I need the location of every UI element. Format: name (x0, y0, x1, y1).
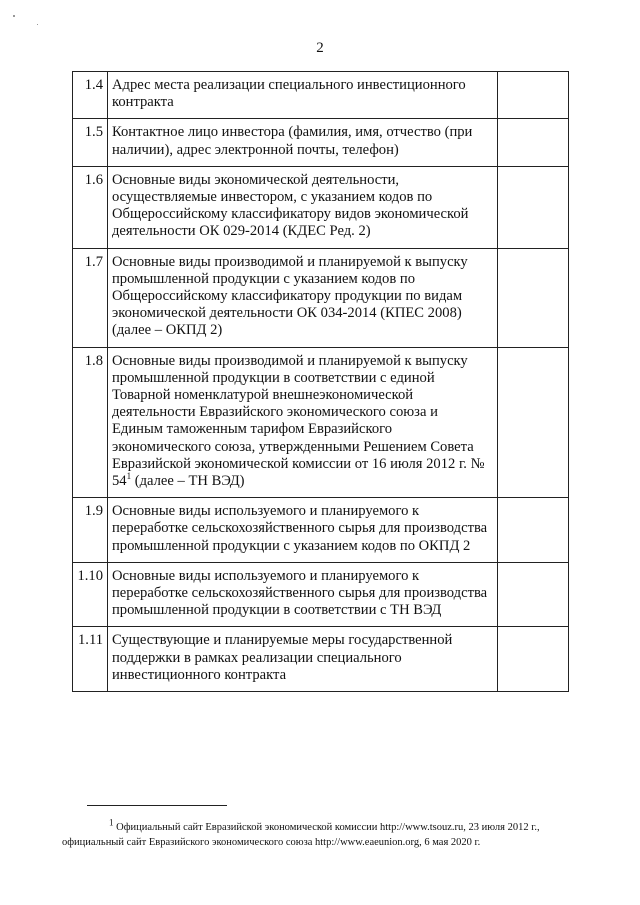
row-description-cell (108, 72, 498, 119)
row-description-cell (108, 562, 498, 627)
footnote-mark: 1 (109, 817, 114, 828)
row-number: 1.8 (73, 347, 108, 498)
row-value-cell (498, 562, 569, 627)
footnote (62, 817, 587, 850)
row-value-cell (498, 347, 569, 498)
table-row (73, 72, 569, 119)
row-value-cell (498, 119, 569, 166)
row-description-date: от 16 июля 2012 г. № 54 (112, 455, 485, 490)
table-row (73, 166, 569, 248)
row-number: 1.9 (73, 498, 108, 563)
footnote-separator (87, 805, 227, 806)
row-description-abbrev: (далее – ТН ВЭД) (131, 473, 245, 490)
row-description-cell (108, 119, 498, 166)
footnote-line-2: официальный сайт Евразийского экономического союза http://www.eaeunion.org, 6 мая 2020 г. (62, 837, 481, 848)
row-description: Основные виды используемого и планируемого к переработке сельскохозяйственного сырья для производства промышленной продукции с указанием кодов по ОКПД 2 (112, 503, 488, 554)
scan-speck (13, 15, 15, 17)
footnote-line-1: Официальный сайт Евразийской экономической комиссии http://www.tsouz.ru, 23 июля 2012 г., (116, 822, 540, 833)
row-number: 1.7 (73, 248, 108, 347)
row-description-cell (108, 347, 498, 498)
row-description-cell (108, 627, 498, 692)
row-value-cell (498, 72, 569, 119)
row-description: Основные виды производимой и планируемой к выпуску промышленной продукции с указанием кодов по Общероссийскому классификатору продукции по видам экономической деятельности ОК 034-2014 (КПЕС 2008) (далее – ОКПД 2) (112, 253, 468, 339)
row-description: Адрес места реализации специального инвестиционного контракта (112, 77, 466, 111)
row-number: 1.5 (73, 119, 108, 166)
row-description-cell (108, 166, 498, 248)
row-description: Основные виды производимой и планируемой к выпуску промышленной продукции в соответствии с единой Товарной номенклатурой внешнеэкономической деятельности Евразийского экономического союза и Единым таможенным тарифом Евразийского экономического союза, утвержденными Решением Совета Евразийской экономической комиссии (112, 352, 474, 472)
table-row (73, 248, 569, 347)
row-value-cell (498, 166, 569, 248)
investment-contract-table (72, 71, 569, 692)
row-value-cell (498, 627, 569, 692)
row-value-cell (498, 498, 569, 563)
row-description-cell (108, 498, 498, 563)
table-row (73, 627, 569, 692)
page-number: 2 (316, 40, 324, 56)
row-value-cell (498, 248, 569, 347)
row-number: 1.6 (73, 166, 108, 248)
scan-speck (37, 24, 38, 25)
footnote-reference: 1 (126, 471, 132, 482)
row-number: 1.10 (73, 562, 108, 627)
row-description: Основные виды используемого и планируемого к переработке сельскохозяйственного сырья для производства промышленной продукции в соответствии с ТН ВЭД (112, 567, 488, 619)
row-number: 1.11 (73, 627, 108, 692)
table-row (73, 119, 569, 166)
table-row (73, 347, 569, 498)
row-description-cell (108, 248, 498, 347)
table-row (73, 562, 569, 627)
row-description: Контактное лицо инвестора (фамилия, имя, отчество (при наличии), адрес электронной почты, телефон) (112, 124, 473, 158)
table-row (73, 498, 569, 563)
row-description: Основные виды экономической деятельности, осуществляемые инвестором, с указанием кодов по Общероссийскому классификатору видов экономической деятельности ОК 029-2014 (КДЕС Ред. 2) (112, 171, 469, 240)
row-number: 1.4 (73, 72, 108, 119)
row-description: Существующие и планируемые меры государственной поддержки в рамках реализации специального инвестиционного контракта (112, 632, 453, 683)
